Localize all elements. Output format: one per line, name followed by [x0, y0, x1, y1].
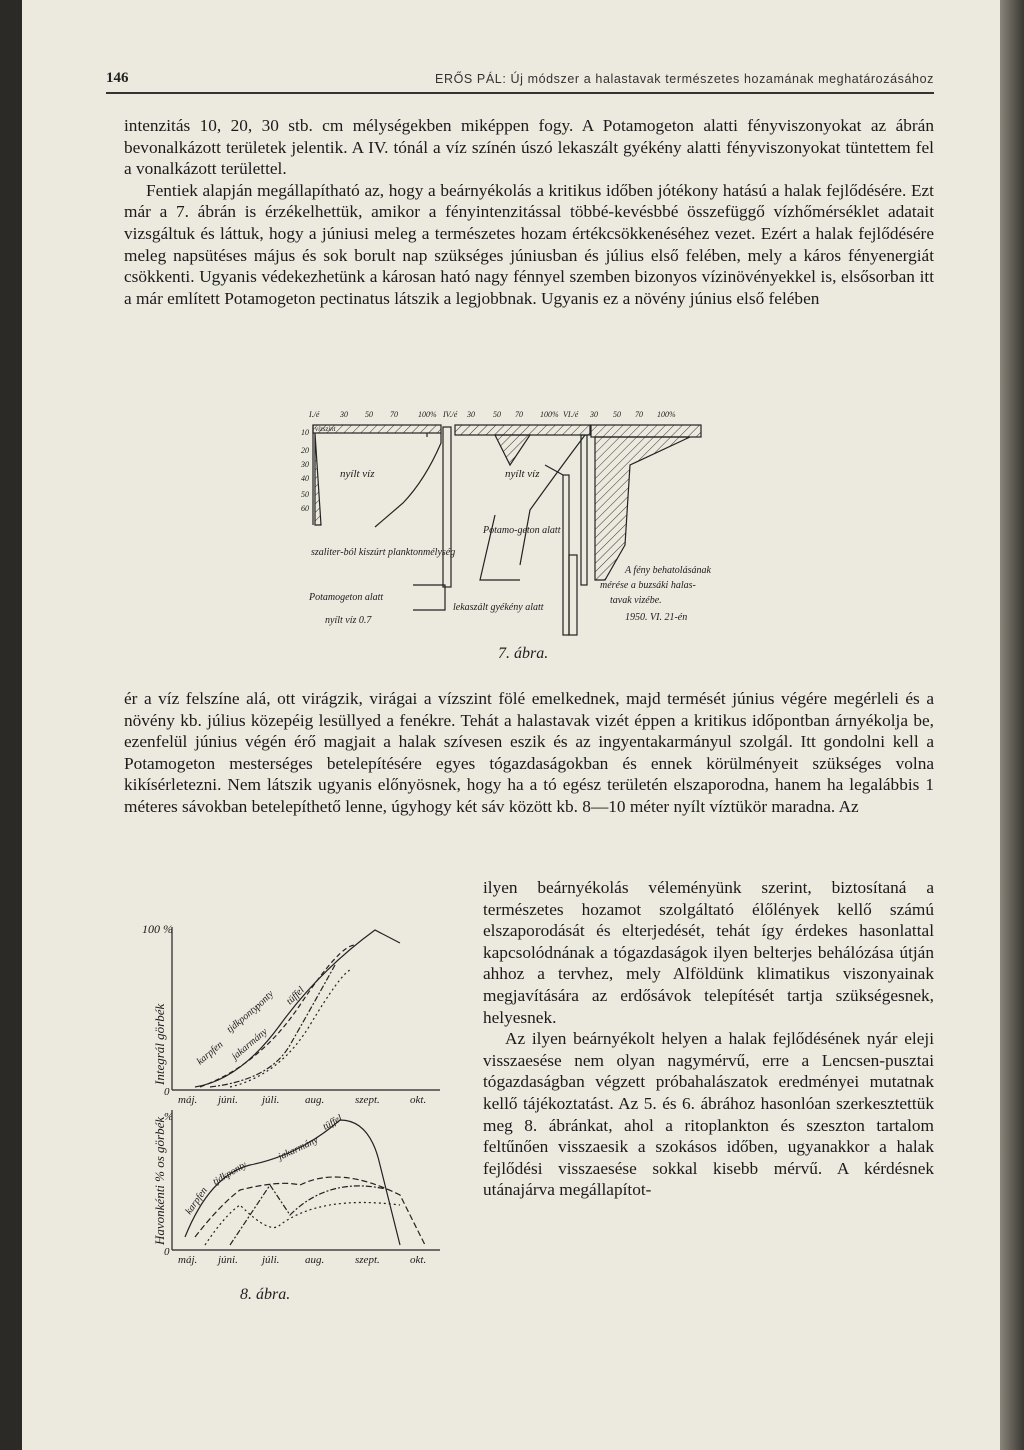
month-label: júni. — [218, 1094, 238, 1106]
label-nyilt-viz: nyílt víz — [340, 468, 375, 480]
paragraph: Fentiek alapján megállapítható az, hogy a beárnyékolás a kritikus időben jótékony hatású a halak fejlődésére. Ezt már a 7. ábrán is érzékelhettük, amikor a fényintenzitással többé-kevésbbé összefüggő vízhőmérséklet adatait vizsgáltuk és láttuk, hogy a júniusi meleg a természetes hozam értékcsökkenéséhez vezet. Ezért a halak fejlődésére meleg napsütéses május és sok borult nap szükséges júniusban és július első felében, mely a káros fényenergiát csökkenti. Ugyanis védekezhetünk a károsan ható nagy fénnyel szemben bizonyos vízinövényekkel is, elsősorban itt a már említett Potamogeton pectinatus látszik a legjobbnak. Ugyanis ez a növény június első felében — [124, 180, 934, 308]
top-label: 70 — [390, 410, 398, 419]
top-label: 100% — [657, 410, 676, 419]
page-edge — [1000, 0, 1024, 1450]
page-number: 146 — [106, 70, 129, 86]
month-label: júli. — [262, 1254, 280, 1266]
depth-label: 60 — [301, 504, 309, 513]
text-block-top — [124, 115, 934, 309]
depth-label: 10 — [301, 428, 309, 437]
figure-7 — [295, 405, 715, 650]
month-label: szept. — [355, 1254, 380, 1266]
header-rule — [106, 92, 934, 94]
top-unit: 100 % — [142, 922, 173, 936]
upper-axis-label: Integrál görbék — [152, 1003, 167, 1085]
paragraph: intenzitás 10, 20, 30 stb. cm mélységekben miképpen fogy. A Potamogeton alatti fényviszonyokat az ábrán bevonalkázott területek jelentik. A IV. tónál a víz színén úszó lekaszált gyékény alatti fényviszonyokat tüntettem fel a vonalkázott területtel. — [124, 116, 934, 179]
depth-label: 20 — [301, 446, 309, 455]
top-label: 100% — [540, 410, 559, 419]
month-label: júni. — [218, 1254, 238, 1266]
month-label: okt. — [410, 1094, 427, 1106]
curve-label-lower: tüffel — [321, 1112, 345, 1133]
top-label: 50 — [613, 410, 621, 419]
mid-unit: % — [164, 1111, 174, 1123]
top-label: 70 — [515, 410, 523, 419]
text-block-right-column — [483, 877, 934, 1201]
label-potamogeton-alatt: Potamogeton alatt — [309, 592, 384, 603]
month-label: szept. — [355, 1094, 380, 1106]
note-line: 1950. VI. 21-én — [625, 612, 688, 623]
top-label: I./é — [309, 410, 320, 419]
month-label: aug. — [305, 1254, 325, 1266]
top-label: IV./é — [443, 410, 458, 419]
zero-label: 0 — [164, 1086, 170, 1098]
curve-label: tüffel — [284, 984, 307, 1008]
paragraph: ér a víz felszíne alá, ott virágzik, virágai a vízszint fölé emelkednek, majd termését június végére megérleli és a növény kb. július közepéig lesüllyed a fenékre. Tehát a halastavak vizét éppen a kritikus időpontban árnyékolja be, ezenfelül június végén érő magjait a halak szívesen eszik és az ingyentakarmányul szolgál. Itt gondolni kell a Potamogeton mesterséges betelepítésére egyes tógazdaságokban és ennek körülményeit szükséges volna kikísérletezni. Nem látszik ugyanis előnyösnek, hogy ha a tó egész területén elszaporodna, hanem ha legalábbis 1 méteres sávokban betelepíthető lenne, úgyhogy két sáv között kb. 8—10 méter nyílt víztükör maradna. Az — [124, 689, 934, 816]
top-label: 30 — [467, 410, 475, 419]
note-line: A fény behatolásának — [625, 565, 711, 576]
lower-axis-label: Havonkénti % os görbék — [152, 1116, 167, 1245]
curve-label: tjdkponty — [224, 1002, 261, 1036]
top-label: 70 — [635, 410, 643, 419]
month-label: júli. — [262, 1094, 280, 1106]
month-label: aug. — [305, 1094, 325, 1106]
curve-label: ponty — [252, 988, 276, 1013]
note-line: mérése a buzsáki halas- — [600, 580, 696, 591]
label-potamogeton-2: Potamo-geton alatt — [483, 525, 561, 536]
depth-label: 40 — [301, 474, 309, 483]
top-label: 50 — [365, 410, 373, 419]
label-nyilt-viz-2: nyílt víz — [505, 468, 540, 480]
month-label: okt. — [410, 1254, 427, 1266]
depth-label: 50 — [301, 490, 309, 499]
label-nyilt-viz-07: nyílt víz 0.7 — [325, 615, 372, 626]
paragraph: ilyen beárnyékolás véleményünk szerint, biztosítaná a természetes hozamot szolgáltató élőlények kellő számú elszaporodását és elterjedését, tehát így érdekes hasonlattal kapcsolódnának a tógazdaságok ilyen belterjes behálózása útján ahhoz a tervhez, mely Alföldünk klimatikus viszonyainak megjavítására az erdősávok telepítését tartja szükségesnek, helyesnek. — [483, 878, 934, 1027]
paragraph: Az ilyen beárnyékolt helyen a halak fejlődésének nyár eleji visszaesése nem olyan nagymérvű, erre a Lencsen-pusztai tógazdaságban végzett próbahalászatok eredményei mutatnak kellő tájékoztatást. Az 5. és 6. ábrához hasonlóan szerkesztettük meg 8. ábránkat, ahol a ritoplankton és szeszton tartalom feltűnően visszaesik a szokásos időben, ugyanakkor a halak fejlődési visszaesése sokkal kisebb mérvű. A kérdésnek utánajárva megállapítot- — [483, 1029, 934, 1200]
label-secchi-text: szaliter-ból kiszúrt planktonmélység — [311, 547, 456, 558]
running-title: ERŐS PÁL: Új módszer a halastavak természetes hozamának meghatározásához — [435, 72, 934, 86]
curve-label: karpfen — [194, 1039, 226, 1068]
figure-8 — [140, 915, 470, 1275]
top-label: 50 — [493, 410, 501, 419]
figure-8-caption: 8. ábra. — [240, 1286, 291, 1303]
month-label: máj. — [178, 1254, 198, 1266]
top-label: 30 — [590, 410, 598, 419]
label-vizszint: vízszint — [315, 425, 336, 433]
curve-label-lower: karpfen — [183, 1185, 210, 1217]
top-label: 30 — [340, 410, 348, 419]
month-label: máj. — [178, 1094, 198, 1106]
curve-label-lower: jakarmány — [276, 1134, 321, 1163]
label-secchi — [311, 547, 455, 558]
label-lekaszalt: lekaszált gyékény alatt — [453, 602, 544, 613]
top-label: VI./é — [563, 410, 579, 419]
zero-label: 0 — [164, 1246, 170, 1258]
depth-label: 30 — [301, 460, 309, 469]
text-block-middle — [124, 688, 934, 818]
figure-7-caption: 7. ábra. — [498, 645, 549, 662]
top-label: 100% — [418, 410, 437, 419]
curve-label-lower: tjdkponty — [211, 1159, 249, 1188]
curve-label: jakarmány — [229, 1026, 270, 1063]
note-line: tavak vizébe. — [610, 595, 662, 606]
